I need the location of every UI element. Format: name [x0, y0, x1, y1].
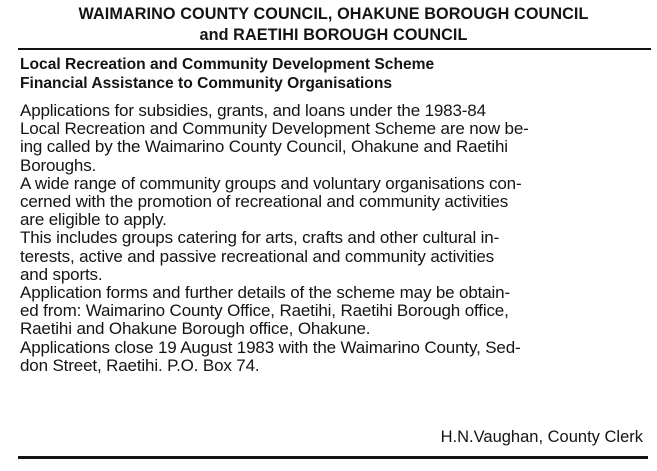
subhead-line-1: Local Recreation and Community Development Scheme	[20, 56, 435, 73]
header-line-2: and RAETIHI BOROUGH COUNCIL	[199, 26, 468, 44]
paragraph-applications	[20, 102, 651, 175]
header-line-1: WAIMARINO COUNTY COUNCIL, OHAKUNE BOROUGH COUNCIL	[78, 5, 589, 23]
paragraph-line: cerned with the promotion of recreational and community activities	[20, 192, 509, 212]
paragraph-line: don Street, Raetihi. P.O. Box 74.	[20, 355, 260, 375]
paragraph-line: This includes groups catering for arts, crafts and other cultural in-	[20, 228, 500, 248]
signature: H.N.Vaughan, County Clerk	[440, 428, 643, 446]
header-divider	[18, 48, 651, 50]
paragraph-line: Boroughs.	[20, 155, 97, 175]
paragraph-line: ing called by the Waimarino County Council, Ohakune and Raetihi	[20, 137, 508, 157]
paragraph-line: Raetihi and Ohakune Borough office, Ohakune.	[20, 319, 371, 339]
paragraph-line: Local Recreation and Community Development Scheme are now be-	[20, 119, 529, 139]
footer-divider	[18, 456, 648, 459]
paragraph-line: are eligible to apply.	[20, 210, 167, 230]
paragraph-eligibility	[20, 175, 651, 230]
paragraph-line: Applications for subsidies, grants, and loans under the 1983-84	[20, 101, 486, 120]
paragraph-line: Applications close 19 August 1983 with the Waimarino County, Sed-	[20, 337, 521, 357]
paragraph-line: ed from: Waimarino County Office, Raetihi, Raetihi Borough office,	[20, 301, 509, 321]
notice-header	[18, 4, 649, 46]
paragraph-line: A wide range of community groups and voluntary organisations con-	[20, 173, 522, 193]
paragraph-line: terests, active and passive recreational and community activities	[20, 246, 495, 266]
notice-body	[20, 102, 651, 375]
paragraph-forms	[20, 284, 651, 339]
paragraph-line: Application forms and further details of the scheme may be obtain-	[20, 283, 510, 303]
paragraph-groups	[20, 229, 651, 284]
scheme-subheading	[20, 55, 434, 93]
subhead-line-2: Financial Assistance to Community Organisations	[20, 75, 393, 92]
paragraph-closing	[20, 339, 651, 375]
paragraph-line: and sports.	[20, 264, 103, 284]
